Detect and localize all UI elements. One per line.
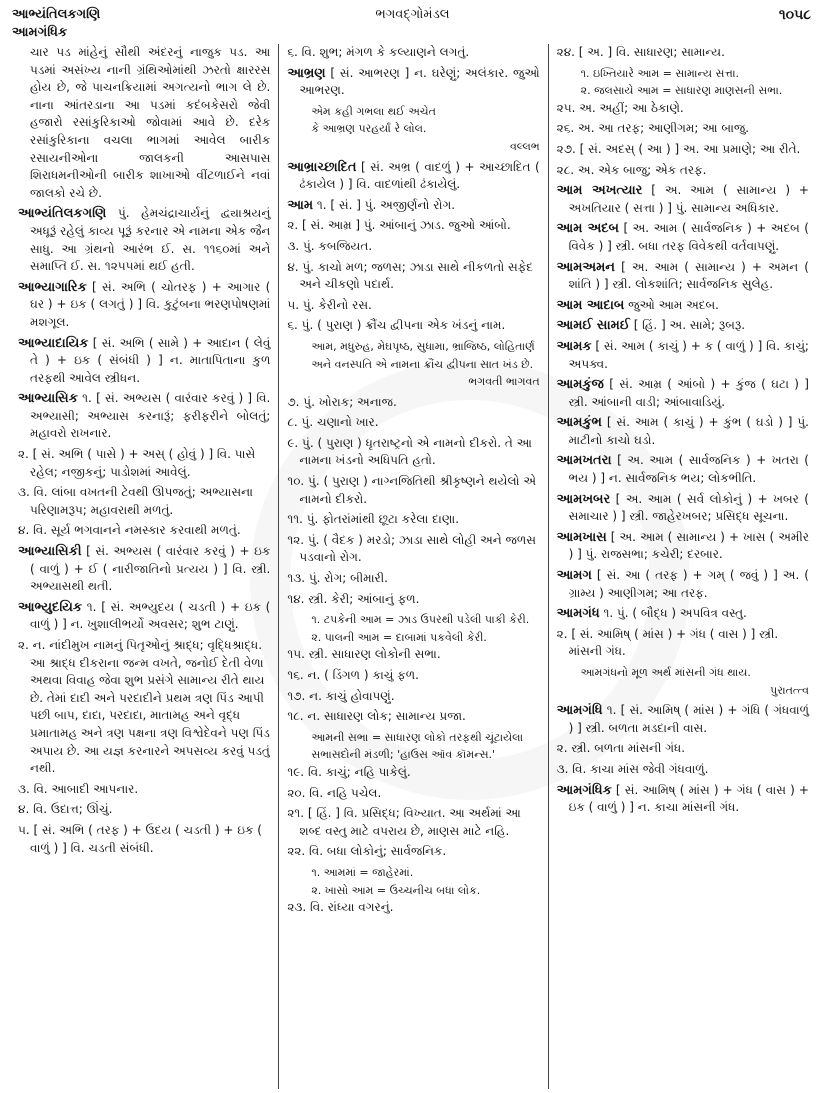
sense-definition: ૨. [ સં. અભિ ( પાસે ) + અસ્ ( હોવું ) ] વિ. પાસે રહેલ; નજીકનું; પાડોશમાં આવેલું. — [18, 447, 256, 479]
sense-definition: ૫. પું. કેરીનો રસ. — [287, 297, 372, 312]
headword: આભ્રાચ્છાદિત — [287, 159, 357, 175]
dictionary-entry — [557, 605, 809, 623]
sense-definition: ૨૩. વિ. રાંધ્યા વગરનું. — [287, 900, 394, 915]
dictionary-entry — [18, 390, 270, 443]
sense-definition: ૨. સ્ત્રી. બળતા માંસની ગંધ. — [556, 741, 686, 756]
definition-text: [ અ. આમ ( સર્વ લોકોનું ) + ખબર ( સમાચાર ) ] સ્ત્રી. જાહેરખબર; પ્રસિદ્ધ સૂચના. — [568, 491, 809, 524]
headword: આમગંધિ — [556, 703, 603, 719]
example-quote: કે આભ્રણ પરહર્યાં રે લોલ. — [311, 122, 427, 136]
dictionary-entry — [18, 279, 270, 332]
sense-definition: ૨૬. અ. આ તરફ; આણીગમ; આ બાજુ. — [556, 121, 750, 136]
definition-text: ૧. પું. ( બૌદ્ધ ) અપવિત્ર વસ્તુ. — [599, 606, 747, 621]
definition-text: [ અ. આમ ( સાર્વજનિક ) + અદબ ( વિવેક ) ] સ્ત્રી. બધા તરફ વિવેકથી વર્તવાપણું. — [568, 221, 809, 253]
dictionary-entry — [557, 182, 809, 217]
headword: આમખતરા — [556, 453, 612, 469]
definition-text: [ સં. આમિષ્ ( માંસ ) + ગંધ ( વાસ ) + ઇક ( વાળું ) ] ન. કાચા માંસની ગંધ. — [568, 782, 809, 815]
example-quote: આમ, મધુરુહ, મેઘપૃષ્ઠ, સુધામા, ભ્રાજિષ્ઠ, લોહિતાર્ણ અને વનસ્પતિ એ નામના ક્રૌંચ દ્વીપના સાત ખંડ છે. — [311, 339, 535, 371]
headword: આમગંધિક — [556, 782, 612, 798]
example-quote: ૧. ટપકેની આમ = ઝાડ ઉપરથી પડેલી પાકી કેરી. — [311, 613, 530, 627]
sense-definition: ૨૦. વિ. નહિ પચેલ. — [287, 785, 382, 800]
sense-definition: ૨૮. અ. એક બાજુ; એક તરફ. — [556, 162, 707, 177]
citation-source: વલ્લભ — [509, 139, 540, 153]
sense-definition: ૨૫. અ. અહીં; આ ઠેકાણે. — [556, 100, 684, 115]
sense-definition: ૪. વિ. ઉદાત્ત; ઊંચું. — [18, 802, 113, 817]
dictionary-entry — [18, 543, 270, 596]
definition-text: ૧. [ સં. અભ્યસ ( વારંવાર કરવું ) ] વિ. અભ્યાસી; અભ્યાસ કરનારૂં; ફરીફરીને બોલતું; મહાવરો રાખનાર. — [30, 391, 271, 441]
dictionary-entry — [557, 491, 809, 526]
definition-text: જુઓ આમ અદબ. — [624, 297, 719, 312]
sense-definition: ૧૨. પું. ( વૈદક ) મરડો; ઝાડા સાથે લોહી અને જળસ પડવાનો રોગ. — [287, 532, 536, 565]
sense-definition: ૬. પું. ( પુરાણ ) ક્રૌંચ દ્વીપના એક ખંડનું નામ. — [287, 318, 506, 333]
sense-definition: ૧૪. સ્ત્રી. કેરી; આંબાનું ફળ. — [287, 591, 420, 606]
example-quote: ૧. ઇખ્તિયારે આમ = સામાન્ય સત્તા. — [580, 66, 740, 80]
example-quote: આમની સભા = સાધારણ લોકો તરફથી ચૂંટાયેલા સભાસદોની મંડળી; 'હાઉસ ઑવ કૉમન્સ.' — [311, 730, 524, 762]
sense-definition: ૧૩. પું. રોગ; બીમારી. — [287, 571, 388, 586]
entry-continuation: ચાર પડ માંહેનું સૌથી અંદરનું નાજુક પડ. આ પડમાં અસંખ્ય નાની ગ્રંથિઓમાંથી ઝરતો ક્ષારરસ હોય છે, જે પાચનક્રિયામાં અગત્યનો ભાગ લે છે. નાના આંતરડાના આ પડમાં કદંબકેસરો જેવી હજારો રસાંકુરિકાઓ જોવામાં આવે છે. દરેક રસાંકુરિકાના વચલા ભાગમાં આવેલ બારીક રસાયનીઓના જાલકની આસપાસ શિરાધમનીઓની બારીક શાખાઓ વીંટળાઈને નવાં જાલકો રચે છે. — [30, 45, 271, 200]
definition-text: પું. હેમચંદ્રાચાર્યનું દ્વ્યાશ્રયનું અધૂરૂં રહેલું કાવ્ય પૂરૂં કરનાર એ નામના એક જૈન સાધુ. આ ગ્રંથનો આરંભ ઈ. સ. ૧૧૬૦માં અને સમાપ્તિ ઈ. સ. ૧૨૫૫માં થઈ હતી. — [30, 206, 271, 274]
headword: આમક — [556, 338, 592, 354]
sense-definition: ૧૬. ન. ( ડિંગળ ) કાચું ફળ. — [287, 668, 419, 682]
definition-text: ૧. [ સં. ] પું. અજીર્ણનો રોગ. — [313, 197, 456, 212]
dictionary-entry — [18, 335, 270, 388]
sense-definition: ૮. પું. ચણાનો ખાર. — [287, 415, 379, 430]
dictionary-entry — [557, 452, 809, 487]
sense-definition: ૩. વિ. આબાદી આપનાર. — [18, 781, 139, 796]
sense-definition: ૯. પું. ( પુરાણ ) ધૃતરાષ્ટ્રનો એ નામનો દીકરો. તે આ નામના ખંડનો અધિપતિ હતો. — [287, 435, 532, 468]
sense-definition: ૧૧. પું. ફોતરાંમાંથી છૂટા કરેલા દાણા. — [287, 512, 460, 527]
sense-definition: ૭. પું. ખોરાક; અનાજ. — [287, 394, 397, 409]
headword: આમગંધ — [556, 606, 600, 622]
headword: આમઈ સામઈ — [556, 318, 630, 334]
guide-word-last: આમગંધિક — [12, 25, 68, 40]
column-left — [12, 44, 278, 1089]
dictionary-entry — [557, 317, 809, 335]
sense-definition: ૨૪. [ અ. ] વિ. સાધારણ; સામાન્ય. — [556, 45, 725, 59]
headword: આમ — [287, 197, 314, 213]
sense-definition: ૨૨. વિ. બધા લોકોનું; સાર્વજનિક. — [287, 844, 447, 859]
definition-text: [ સં. આ ( તરફ ) + ગમ્ ( જવું ) ] અ. ( ગ્રામ્ય ) આણીગમ; આ તરફ. — [568, 568, 809, 600]
sense-definition: ૨૭. [ સં. અદસ્ ( આ ) ] અ. આ પ્રમાણે; આ રીતે. — [556, 141, 801, 156]
example-quote: ૨. પાલની આમ = દાબામાં પકવેલી કેરી. — [311, 630, 487, 644]
dictionary-entry — [557, 414, 809, 449]
headword: આમખાસ — [556, 529, 607, 545]
dictionary-columns — [12, 44, 817, 1089]
headword: આમગ — [556, 568, 592, 584]
definition-text: [ સં. અભિ ( ચોતરફ ) + આગાર ( ઘર ) + ઇક ( લગતું ) ] વિ. કુટુંબના ભરણપોષણમાં મશગૂલ. — [30, 279, 271, 329]
sense-definition: ૧૫. સ્ત્રી. સાધારણ લોકોની સભા. — [287, 647, 441, 662]
dictionary-entry — [557, 567, 809, 602]
dictionary-entry — [557, 220, 809, 255]
definition-text: [ સં. આમ્ર ( આંબો ) + કુંજ ( ઘટા ) ] સ્ત્રી. આંબાની વાડી; આંબાવાડિયું. — [568, 377, 809, 409]
headword: આભ્યુદયિક — [18, 599, 83, 615]
definition-text: [ અ. આમ ( સાર્વજનિક ) + ખતરા ( ભય ) ] ન. સાર્વજનિક ભય; લોકભીતિ. — [568, 453, 809, 486]
sense-definition: ૫. [ સં. અભિ ( તરફ ) + ઉદય ( ચડતી ) + ઇક ( વાળું ) ] વિ. ચડતી સંબંધી. — [18, 822, 262, 855]
headword: આભ્યાસિકી — [18, 544, 82, 560]
headword: આમ અદબ — [556, 221, 619, 237]
definition-text: ૧. [ સં. અભ્યુદય ( ચડતી ) + ઇક ( વાળું ) ] ન. ખુશાલીભર્યો અવસર; શુભ ટાણું. — [30, 599, 271, 632]
dictionary-entry — [287, 159, 539, 194]
definition-text: [ અ. આમ ( સામાન્ય ) + ખાસ ( અમીર ) ] પું. રાજસભા; કચેરી; દરબાર. — [568, 529, 809, 562]
column-right — [548, 44, 817, 1089]
example-quote: ૨. ખાસો આમ = ઉચ્ચનીચ બધા લોક. — [311, 883, 481, 897]
headword: આમકુંભ — [556, 415, 602, 431]
sense-definition: ૩. વિ. કાચા માંસ જેવી ગંધવાળું. — [556, 761, 709, 776]
citation-source: પુરાતત્ત્વ — [770, 683, 809, 697]
definition-text: [ સં. આમ ( કાચું ) + કુંભ ( ઘડો ) ] પું. માટીનો કાચો ઘડો. — [568, 415, 809, 447]
sense-definition: ૧૯. વિ. કાચું; નહિ પાકેલું. — [287, 764, 411, 779]
sense-definition: ૨. [ સં. આમ્ર ] પું. આંબાનું ઝાડ. જુઓ આંબો. — [287, 218, 511, 233]
dictionary-entry — [18, 205, 270, 275]
headword: આમઅમન — [556, 259, 615, 275]
definition-text: [ સં. અભ્ર ( વાદળું ) + આચ્છાદિત ( ઢંકાયેલ ) ] વિ. વાદળાંથી ઢંકાયેલું. — [299, 159, 540, 192]
page-header — [12, 4, 813, 44]
headword: આમખબર — [556, 491, 611, 507]
sense-definition: ૧૦. પું. ( પુરાણ ) નાગ્નજિતિથી શ્રીકૃષ્ણને થયેલો એ નામનો દીકરો. — [287, 474, 536, 506]
sense-definition: ૧૮. ન. સાધારણ લોક; સામાન્ય પ્રજા. — [287, 709, 466, 724]
sense-definition: ૪. વિ. સૂર્ય ભગવાનને નમસ્કાર કરવાથી મળતું. — [18, 523, 241, 538]
example-quote: એમ કહી ગભલા થઈ અચેત — [311, 104, 436, 118]
definition-text: [ સં. અભિ ( સામે ) + આદાન ( લેવું તે ) + ઇક ( સંબંધી ) ] ન. માતાપિતાના કુળ તરફથી આવેલ સ્ત્રીધન. — [30, 335, 271, 385]
dictionary-title: ભગવદ્ગોમંડલ — [375, 7, 450, 22]
headword: આભ્યાદાયિક — [18, 335, 89, 351]
definition-text: [ સં. આમ ( કાચું ) + ક ( વાળું ) ] વિ. કાચું; અપક્વ. — [568, 338, 809, 371]
dictionary-entry — [287, 65, 539, 100]
definition-text: [ સં. અભ્યસ ( વારંવાર કરવું ) + ઇક ( વાળું ) + ઈ ( નારીજાતિનો પ્રત્યય ) ] વિ. સ્ત્રી. અભ્યાસથી થતી. — [30, 544, 271, 594]
headword: આભ્યાગારિક — [18, 279, 87, 295]
sense-definition: ૬. વિ. શુભ; મંગળ કે કલ્યાણને લગતું. — [287, 45, 470, 59]
example-quote: ૧. આમમાં = જાહેરમાં. — [311, 865, 414, 879]
definition-text: [ સં. આભરણ ] ન. ઘરેણું; અલંકાર. જુઓ આભરણ. — [299, 65, 540, 98]
sense-definition: ૨. [ સં. આમિષ્ ( માંસ ) + ગંધ ( વાસ ) ] સ્ત્રી. માંસની ગંધ. — [556, 626, 779, 659]
dictionary-entry — [18, 599, 270, 634]
definition-text: [ અ. આમ ( સામાન્ય ) + અમન ( શાંતિ ) ] સ્ત્રી. લોકશાંતિ; સાર્વજનિક સુલેહ. — [568, 259, 809, 292]
dictionary-entry — [557, 702, 809, 737]
dictionary-entry — [557, 259, 809, 294]
example-quote: આમગંધનો મૂળ અર્થ માંસની ગંધ થાય. — [580, 666, 751, 679]
sense-definition: ૩. વિ. લાંબા વખતની ટેવથી ઊપજતું; અભ્યાસના પરિણામરૂપ; મહાવરાથી મળતું. — [18, 485, 253, 517]
headword: આમ આદાબ — [556, 297, 625, 313]
citation-source: ભગવતી ભાગવત — [468, 375, 540, 389]
headword: આમ અખત્યાર — [556, 183, 643, 199]
dictionary-entry — [557, 297, 809, 315]
headword: આભ્રણ — [287, 65, 326, 81]
definition-text: [ અ. આમ ( સામાન્ય ) + અખતિયાર ( સત્તા ) ] પું. સામાન્ય અધિકાર. — [568, 183, 809, 215]
headword: આભ્યંતિલકગણિ — [18, 206, 107, 222]
headword: આમકુંજ — [556, 377, 604, 393]
definition-text: [ હિં. ] અ. સામે; રૂબરૂ. — [629, 318, 746, 333]
guide-word-first: આભ્યંતિલકગણિ — [12, 7, 101, 22]
sense-definition: ૪. પું. કાચો મળ; જળસ; ઝાડા સાથે નીકળતો સફેદ અને ચીકણો પદાર્થ. — [287, 259, 533, 292]
sense-definition: ૨૧. [ હિં. ] વિ. પ્રસિદ્ધ; વિખ્યાત. આ અર્થમાં આ શબ્દ વસ્તુ માટે વપરાય છે, માણસ માટે નહિ. — [287, 806, 521, 838]
dictionary-entry — [557, 338, 809, 373]
dictionary-entry — [287, 197, 539, 215]
example-quote: ૨. જલસાયે આમ = સાધારણ માણસની સભા. — [580, 84, 783, 98]
headword: આભ્યાસિક — [18, 391, 78, 407]
sense-definition: ૨. ન. નાંદીમુખ નામનું પિતૃઓનું શ્રાદ્ધ; વૃદ્ધિશ્રાદ્ધ. આ શ્રાદ્ધ દીકરાના જન્મ વખતે, જનોઈ દેતી વેળા અથવા વિવાહ જેવા શુભ પ્રસંગે સામાન્ય રીતે થાય છે. તેમાં દાદી અને પરદાદીને પ્રથમ ત્રણ પિંડ આપી પછી બાપ, દાદા, પરદાદા, માતામહ અને વૃદ્ધ પ્રમાતામહ અને ત્રણ પક્ષના ત્રણ વિશ્વેદેવને પણ પિંડ અપાય છે. આ યજ્ઞ કરનારને અપસવ્ય કરવું પડતું નથી. — [18, 638, 270, 776]
definition-text: ૧. [ સં. આમિષ્ ( માંસ ) + ગંધિ ( ગંધવાળું ) ] સ્ત્રી. બળતા મડદાની વાસ. — [568, 703, 809, 735]
dictionary-entry — [557, 376, 809, 411]
sense-definition: ૩. પું. કબજિયત. — [287, 238, 373, 253]
sense-definition: ૧૭. ન. કાચું હોવાપણું. — [287, 688, 395, 703]
page-number: ૧૦૫૮ — [778, 7, 811, 23]
dictionary-entry — [557, 529, 809, 564]
dictionary-entry — [557, 782, 809, 817]
column-middle — [278, 44, 547, 1089]
